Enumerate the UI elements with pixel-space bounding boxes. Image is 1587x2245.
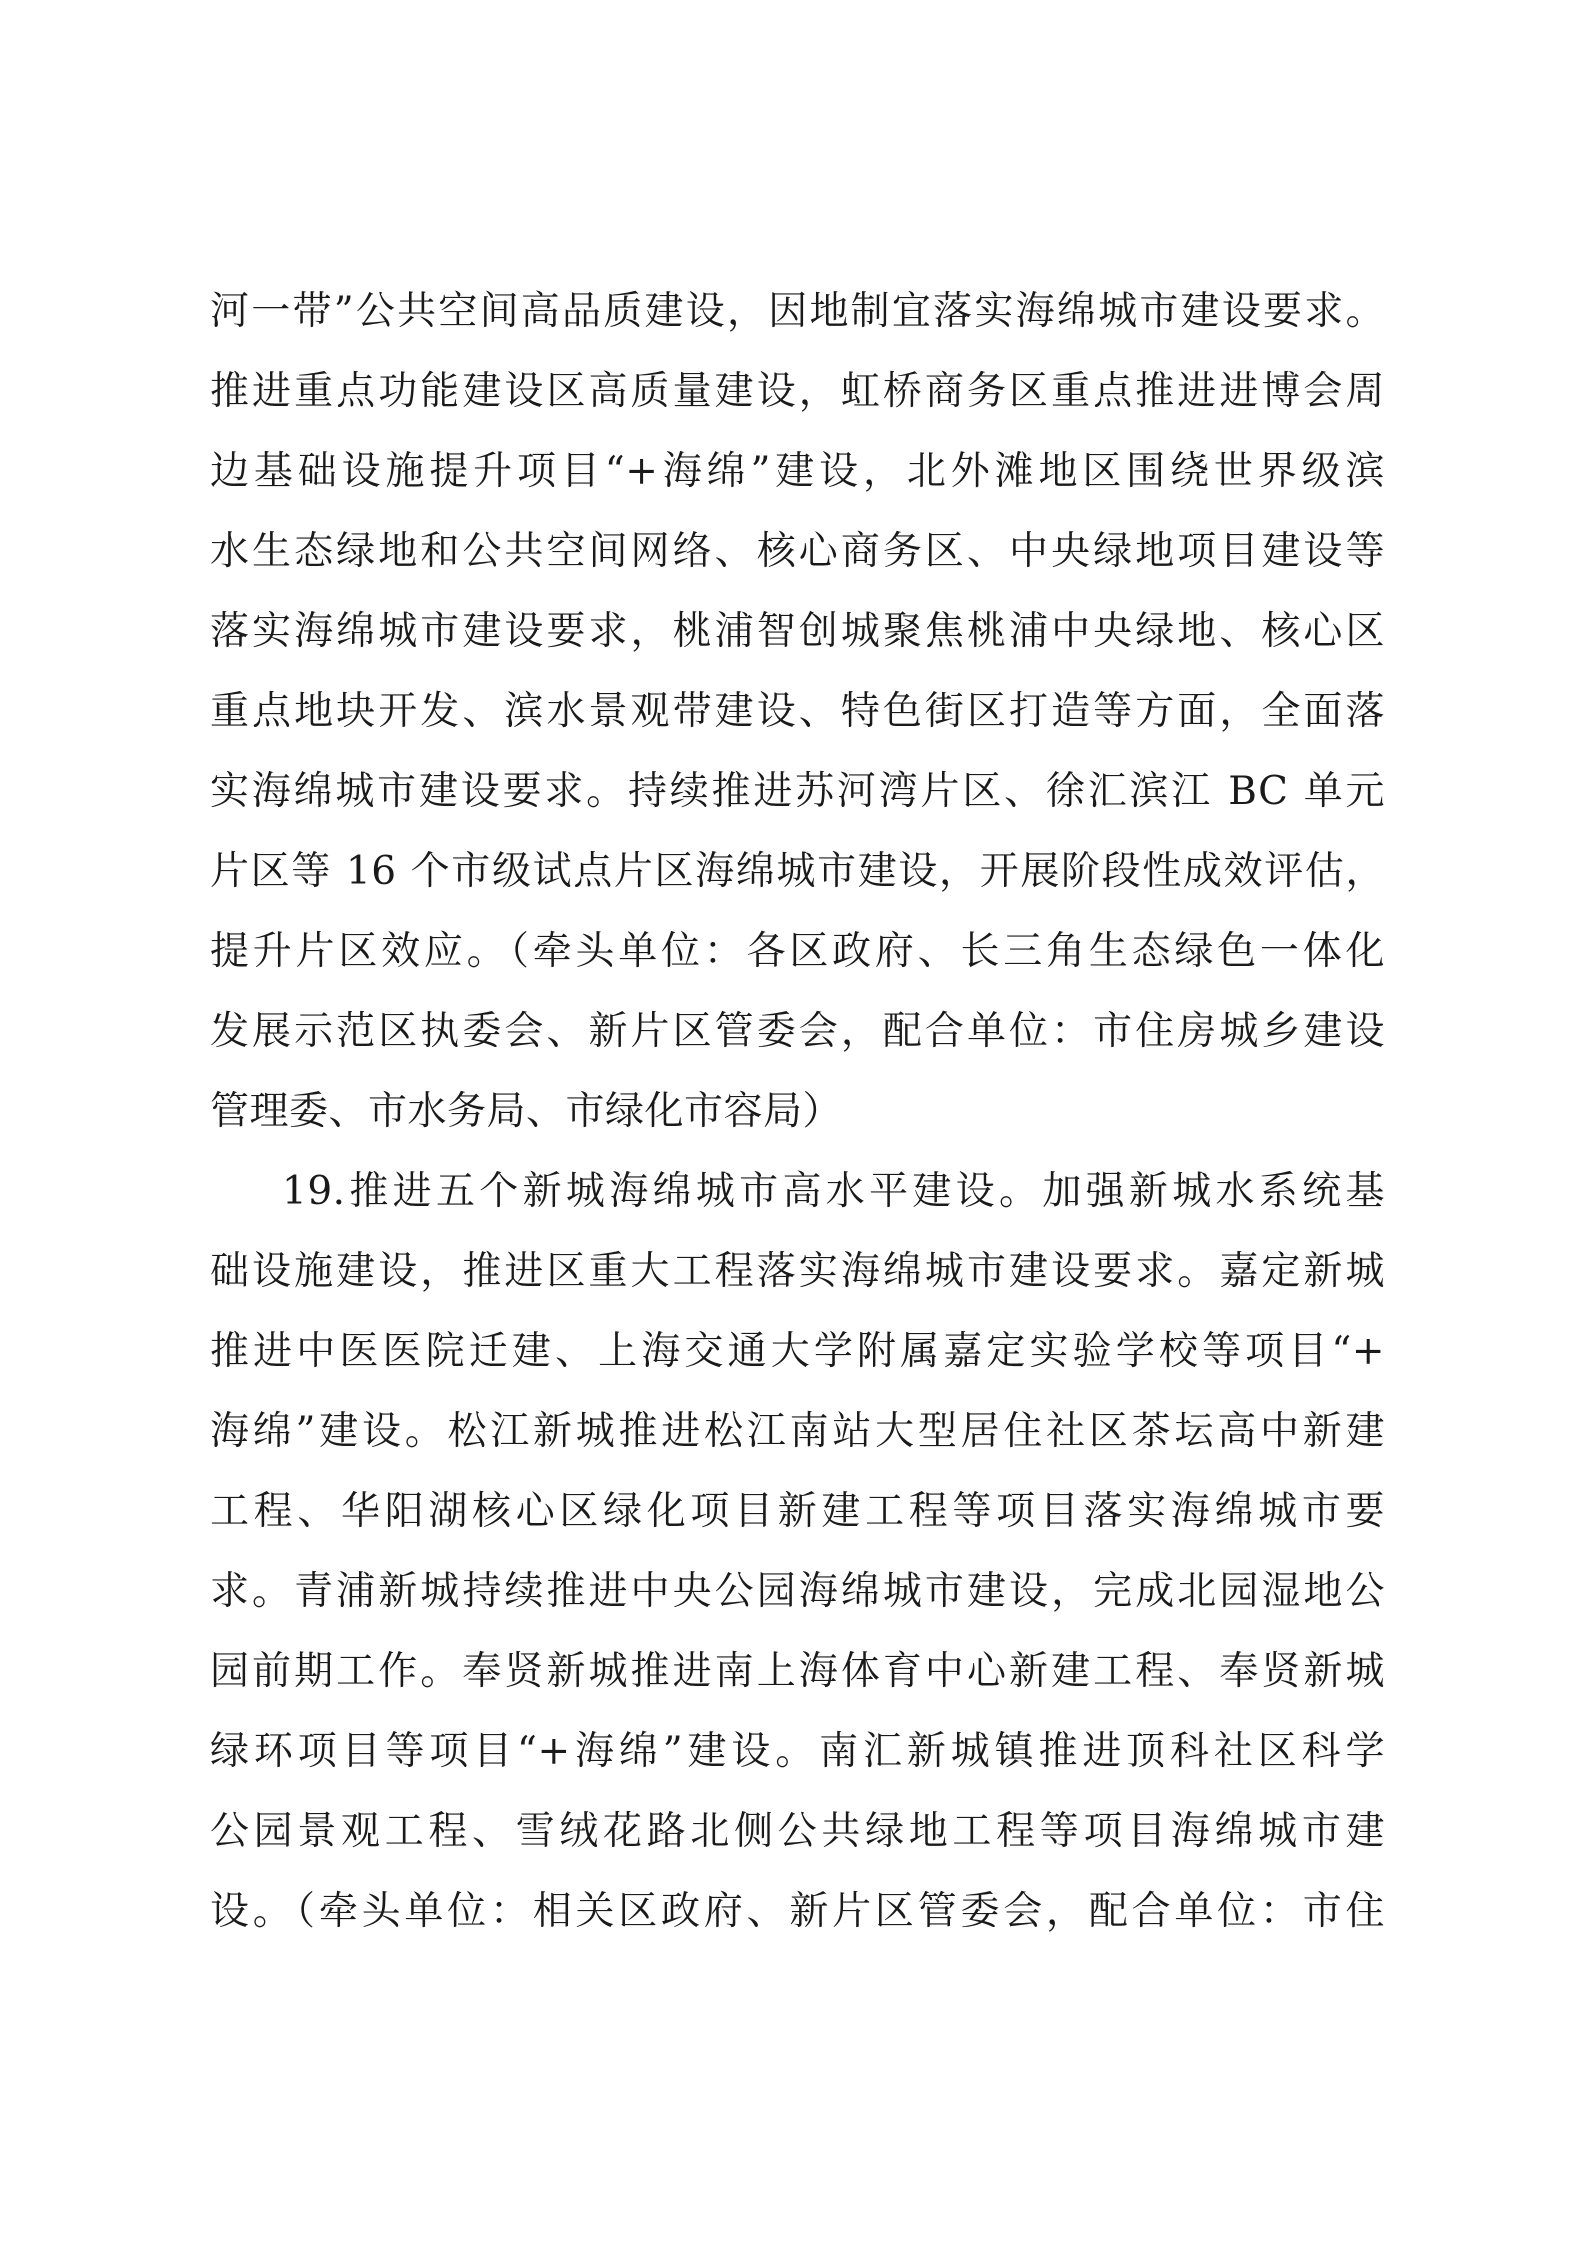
text-line: 水生态绿地和公共空间网络、核心商务区、中央绿地项目建设等 <box>210 529 1385 574</box>
text-line: 落实海绵城市建设要求，桃浦智创城聚焦桃浦中央绿地、核心区 <box>210 609 1385 654</box>
text-line: 海绵”建设。松江新城推进松江南站大型居住社区茶坛高中新建 <box>210 1409 1385 1454</box>
text-line: 设。（牵头单位：相关区政府、新片区管委会，配合单位：市住 <box>210 1889 1385 1934</box>
text-line: 发展示范区执委会、新片区管委会，配合单位：市住房城乡建设 <box>210 1009 1385 1054</box>
text-line: 管理委、市水务局、市绿化市容局） <box>210 1089 843 1134</box>
text-line: 片区等 16 个市级试点片区海绵城市建设，开展阶段性成效评估， <box>210 849 1385 894</box>
text-line: 工程、华阳湖核心区绿化项目新建工程等项目落实海绵城市要 <box>210 1489 1385 1534</box>
text-line: 求。青浦新城持续推进中央公园海绵城市建设，完成北园湿地公 <box>210 1569 1385 1614</box>
text-line: 河一带”公共空间高品质建设，因地制宜落实海绵城市建设要求。 <box>210 289 1385 334</box>
text-line: 重点地块开发、滨水景观带建设、特色街区打造等方面，全面落 <box>210 689 1385 734</box>
text-line: 础设施建设，推进区重大工程落实海绵城市建设要求。嘉定新城 <box>210 1249 1385 1294</box>
body-text <box>210 272 1385 1952</box>
text-line: 提升片区效应。（牵头单位：各区政府、长三角生态绿色一体化 <box>210 929 1385 974</box>
text-line: 边基础设施提升项目“+海绵”建设，北外滩地区围绕世界级滨 <box>210 449 1385 494</box>
text-line: 19.推进五个新城海绵城市高水平建设。加强新城水系统基 <box>282 1169 1385 1214</box>
text-line: 公园景观工程、雪绒花路北侧公共绿地工程等项目海绵城市建 <box>210 1809 1385 1854</box>
text-line: 园前期工作。奉贤新城推进南上海体育中心新建工程、奉贤新城 <box>210 1649 1385 1694</box>
text-line: 推进中医医院迁建、上海交通大学附属嘉定实验学校等项目“+ <box>210 1329 1385 1374</box>
text-line: 绿环项目等项目“+海绵”建设。南汇新城镇推进顶科社区科学 <box>210 1729 1385 1774</box>
text-line: 实海绵城市建设要求。持续推进苏河湾片区、徐汇滨江 BC 单元 <box>210 769 1385 814</box>
text-line: 推进重点功能建设区高质量建设，虹桥商务区重点推进进博会周 <box>210 369 1385 414</box>
